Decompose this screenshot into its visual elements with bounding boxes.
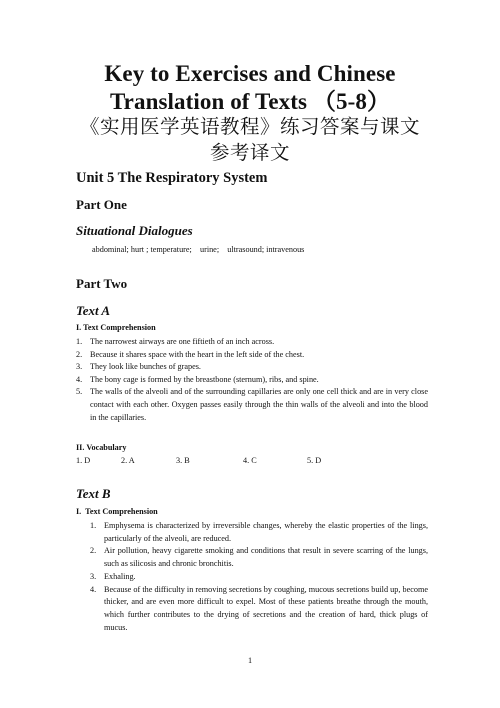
vocabulary-answer: 5. D <box>307 456 322 465</box>
item-text: They look like bunches of grapes. <box>90 362 201 372</box>
item-number: 4. <box>76 374 83 384</box>
item-number: 3. <box>76 362 83 372</box>
item-number: 1. <box>76 337 83 346</box>
document-title-line-1: Key to Exercises and Chinese <box>104 61 396 86</box>
item-text: Emphysema is characterized by irreversible changes, whereby the elastic properties of the lings, particularly of the alveoli, are reduced. <box>104 521 428 543</box>
item-text: Because it shares space with the heart in the left side of the chest. <box>90 349 305 359</box>
vocabulary-answer: 2. A <box>121 456 135 465</box>
list-item <box>76 349 428 362</box>
list-item <box>76 374 428 387</box>
item-number: 2. <box>90 546 97 556</box>
vocabulary-answer: 3. B <box>176 456 190 465</box>
unit-heading: Unit 5 The Respiratory System <box>76 170 268 186</box>
item-text: The bony cage is formed by the breastbone (sternum), ribs, and spine. <box>90 374 319 384</box>
item-text: Because of the difficulty in removing secretions by coughing, mucous secretions build up, become thicker, and are even more difficult to expel. Most of these patients breathe through the mouth, which further contributes to the drying of secretions and the creation of hard, thick plugs of mucus. <box>104 584 428 632</box>
list-item <box>76 336 428 349</box>
situational-dialogues-heading: Situational Dialogues <box>76 223 193 238</box>
vocabulary-answer: 1. D <box>76 456 91 465</box>
text-b-comprehension-heading: I. Text Comprehension <box>76 507 158 516</box>
item-text: Exhaling. <box>104 571 136 581</box>
item-text: Air pollution, heavy cigarette smoking and conditions that result in severe scarring of the lungs, such as silicosis and chronic bronchitis. <box>104 546 428 569</box>
document-title-line-2: Translation of Texts （5-8） <box>109 89 391 114</box>
item-number: 2. <box>76 349 83 359</box>
part-one-heading: Part One <box>76 197 127 212</box>
list-item <box>90 545 428 570</box>
situational-dialogues-answers: abdominal; hurt ; temperature; urine; ultrasound; intravenous <box>92 245 305 254</box>
item-number: 3. <box>90 571 97 581</box>
part-two-heading: Part Two <box>76 276 128 291</box>
item-number: 4. <box>90 584 97 594</box>
text-a-comprehension-heading: I. Text Comprehension <box>76 323 156 332</box>
list-item <box>90 584 428 635</box>
item-text: The walls of the alveoli and of the surrounding capillaries are only one cell thick and are in very close contact with each other. Oxygen passes easily through the thin walls of the alveoli and into the blood in the capillaries. <box>90 387 428 422</box>
list-item <box>90 520 428 545</box>
text-a-comprehension-list <box>76 336 428 424</box>
text-b-heading: Text B <box>76 486 111 501</box>
item-text: The narrowest airways are one fiftieth of an inch across. <box>90 337 275 346</box>
item-number: 5. <box>76 387 83 397</box>
vocabulary-answer: 4. C <box>243 456 257 465</box>
list-item <box>76 361 428 374</box>
list-item <box>90 571 428 584</box>
chinese-title-line-2: 参考译文 <box>209 143 290 164</box>
text-a-heading: Text A <box>76 303 111 318</box>
list-item <box>76 386 428 424</box>
item-number: 1. <box>90 521 97 530</box>
text-b-comprehension-list <box>90 520 428 634</box>
page-number: 1 <box>247 656 253 665</box>
chinese-title-line-1: 《实用医学英语教程》练习答案与课文 <box>79 117 420 138</box>
vocabulary-heading: II. Vocabulary <box>76 443 127 452</box>
